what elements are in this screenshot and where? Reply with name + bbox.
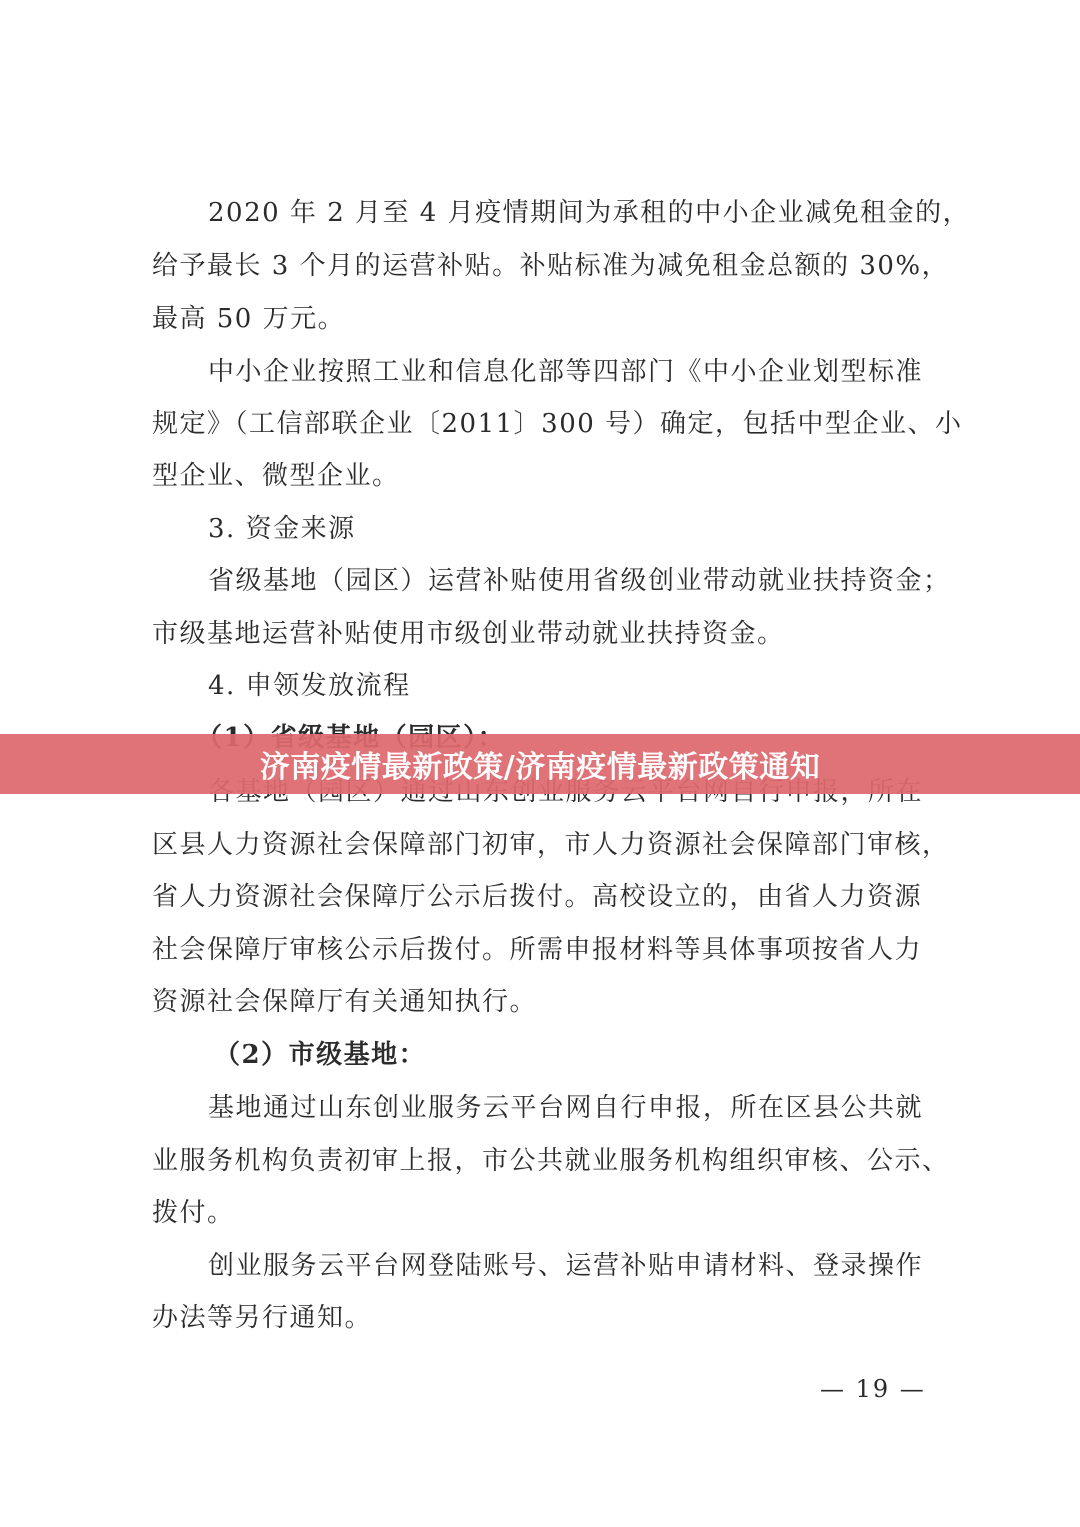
paragraph-line: 最高 50 万元。 — [152, 304, 346, 334]
section-heading-funding-source: 3. 资金来源 — [208, 514, 356, 544]
paragraph-line: 社会保障厅审核公示后拨付。所需申报材料等具体事项按省人力 — [152, 935, 923, 965]
paragraph-line: 给予最长 3 个月的运营补贴。补贴标准为减免租金总额的 30%， — [152, 251, 950, 281]
paragraph-line: 中小企业按照工业和信息化部等四部门《中小企业划型标准 — [208, 357, 924, 387]
paragraph-line: 省级基地（园区）运营补贴使用省级创业带动就业扶持资金； — [208, 566, 951, 596]
paragraph-line: 省人力资源社会保障厅公示后拨付。高校设立的，由省人力资源 — [152, 882, 923, 912]
paragraph-line: 创业服务云平台网登陆账号、运营补贴申请材料、登录操作 — [208, 1251, 924, 1281]
paragraph-line: 拨付。 — [152, 1198, 235, 1228]
paragraph-line: 区县人力资源社会保障部门初审，市人力资源社会保障部门审核， — [152, 830, 950, 860]
subsection-heading-municipal-base: （2）市级基地： — [214, 1040, 427, 1070]
page-number: — 19 — — [820, 1375, 926, 1403]
paragraph-line: 2020 年 2 月至 4 月疫情期间为承租的中小企业减免租金的， — [208, 198, 971, 228]
banner-title: 济南疫情最新政策/济南疫情最新政策通知 — [259, 750, 821, 785]
paragraph-line: 办法等另行通知。 — [152, 1303, 373, 1333]
paragraph-line: 业服务机构负责初审上报，市公共就业服务机构组织审核、公示、 — [152, 1146, 950, 1176]
paragraph-line: 规定》（工信部联企业〔2011〕300 号）确定，包括中型企业、小 — [152, 409, 963, 439]
section-heading-application-process: 4. 申领发放流程 — [208, 671, 411, 701]
paragraph-line: 基地通过山东创业服务云平台网自行申报，所在区县公共就 — [208, 1093, 924, 1123]
paragraph-line: 型企业、微型企业。 — [152, 461, 400, 491]
title-banner — [0, 734, 1080, 794]
paragraph-line: 市级基地运营补贴使用市级创业带动就业扶持资金。 — [152, 619, 785, 649]
paragraph-line: 资源社会保障厅有关通知执行。 — [152, 987, 538, 1017]
